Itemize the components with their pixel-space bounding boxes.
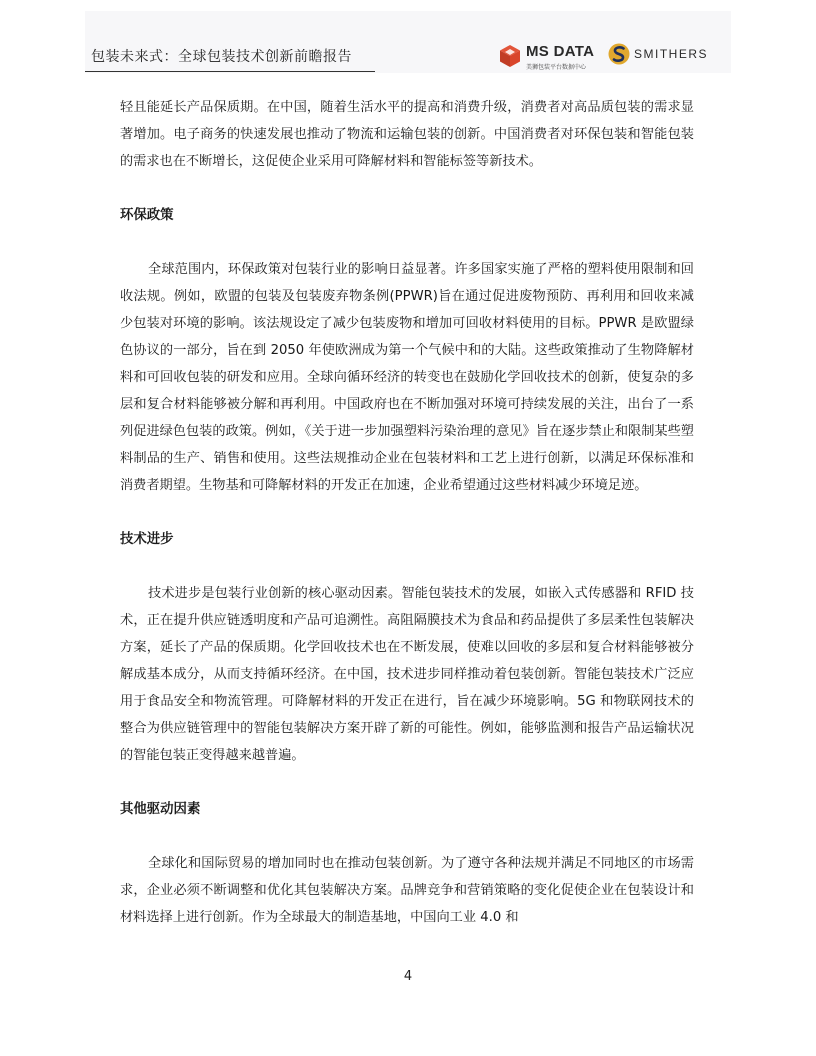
smithers-s-icon xyxy=(608,42,630,66)
page-number: 4 xyxy=(403,969,413,984)
ms-data-logo xyxy=(498,42,608,74)
smithers-logo xyxy=(608,42,733,70)
header-underline xyxy=(85,71,375,72)
section-heading-technology: 技术进步 xyxy=(120,532,174,547)
smithers-logo-name: SMITHERS xyxy=(634,47,709,61)
report-title: 包装未来式：全球包装技术创新前瞻报告 xyxy=(91,49,352,65)
page-header xyxy=(85,11,731,73)
ms-data-cube-icon xyxy=(498,44,522,68)
intro-paragraph: 轻且能延长产品保质期。在中国，随着生活水平的提高和消费升级，消费者对高品质包装的需求显著增加。电子商务的快速发展也推动了物流和运输包装的创新。中国消费者对环保包装和智能包装的需求也在不断增长，这促使企业采用可降解材料和智能标签等新技术。 xyxy=(120,100,694,169)
section-paragraph-technology: 技术进步是包装行业创新的核心驱动因素。智能包装技术的发展，如嵌入式传感器和 RFID 技术，正在提升供应链透明度和产品可追溯性。高阻隔膜技术为食品和药品提供了多层柔性包装解决方案，延长了产品的保质期。化学回收技术也在不断发展，使难以回收的多层和复合材料能够被分解成基本成分，从而支持循环经济。在中国，技术进步同样推动着包装创新。智能包装技术广泛应用于食品安全和物流管理。可降解材料的开发正在进行，旨在减少环境影响。5G 和物联网技术的整合为供应链管理中的智能包装解决方案开辟了新的可能性。例如，能够监测和报告产品运输状况的智能包装正变得越来越普遍。 xyxy=(120,586,694,763)
ms-data-logo-subtitle: 美狮包装平台数据中心 xyxy=(526,64,587,71)
ms-data-logo-name: MS DATA xyxy=(526,43,595,60)
section-paragraph-environmental-policy: 全球范围内，环保政策对包装行业的影响日益显著。许多国家实施了严格的塑料使用限制和回收法规。例如，欧盟的包装及包装废弃物条例(PPWR)旨在通过促进废物预防、再利用和回收来减少包装对环境的影响。该法规设定了减少包装废物和增加可回收材料使用的目标。PPWR 是欧盟绿色协议的一部分，旨在到 2050 年使欧洲成为第一个气候中和的大陆。这些政策推动了生物降解材料和可回收包装的研发和应用。全球向循环经济的转变也在鼓励化学回收技术的创新，使复杂的多层和复合材料能够被分解和再利用。中国政府也在不断加强对环境可持续发展的关注，出台了一系列促进绿色包装的政策。例如，《关于进一步加强塑料污染治理的意见》旨在逐步禁止和限制某些塑料制品的生产、销售和使用。这些法规推动企业在包装材料和工艺上进行创新，以满足环保标准和消费者期望。生物基和可降解材料的开发正在加速，企业希望通过这些材料减少环境足迹。 xyxy=(120,262,694,493)
section-heading-environmental-policy: 环保政策 xyxy=(120,208,174,223)
page-content xyxy=(120,94,694,931)
section-heading-other-drivers: 其他驱动因素 xyxy=(120,802,201,817)
section-paragraph-other-drivers: 全球化和国际贸易的增加同时也在推动包装创新。为了遵守各种法规并满足不同地区的市场需求，企业必须不断调整和优化其包装解决方案。品牌竞争和营销策略的变化促使企业在包装设计和材料选择上进行创新。作为全球最大的制造基地，中国向工业 4.0 和 xyxy=(120,856,694,925)
